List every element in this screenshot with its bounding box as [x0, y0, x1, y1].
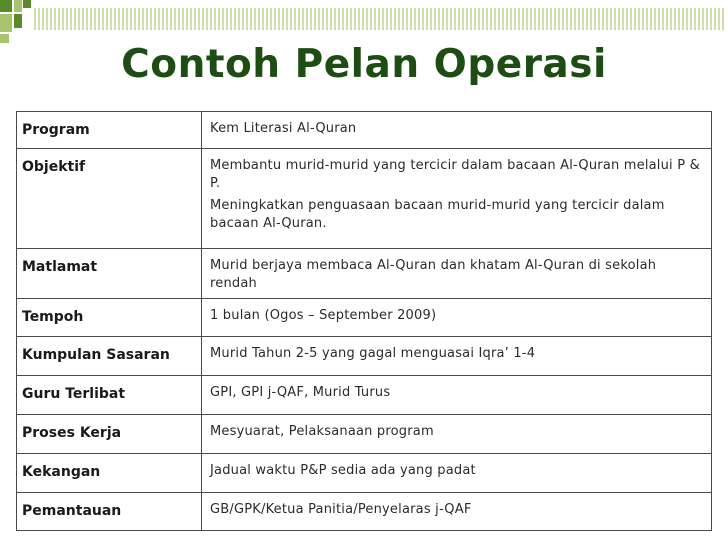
decor-square: [0, 0, 12, 12]
plan-table: [16, 111, 712, 531]
row-label: Guru Terlibat: [17, 376, 202, 415]
row-value: Murid berjaya membaca Al-Quran dan khatam Al-Quran di sekolah rendah: [202, 249, 712, 299]
table-row: [17, 249, 712, 299]
row-value: Kem Literasi Al-Quran: [202, 112, 712, 149]
row-value: GPI, GPI j-QAF, Murid Turus: [202, 376, 712, 415]
header-stripe: [34, 8, 726, 30]
decor-square: [14, 14, 22, 28]
row-label: Tempoh: [17, 299, 202, 337]
row-value: GB/GPK/Ketua Panitia/Penyelaras j-QAF: [202, 493, 712, 531]
table-row: [17, 112, 712, 149]
row-label: Matlamat: [17, 249, 202, 299]
table-row: [17, 337, 712, 376]
row-label: Program: [17, 112, 202, 149]
row-value: Mesyuarat, Pelaksanaan program: [202, 415, 712, 454]
row-value: Jadual waktu P&P sedia ada yang padat: [202, 454, 712, 493]
row-value: 1 bulan (Ogos – September 2009): [202, 299, 712, 337]
row-value: Murid Tahun 2-5 yang gagal menguasai Iqra’ 1-4: [202, 337, 712, 376]
row-label: Proses Kerja: [17, 415, 202, 454]
table-row: [17, 493, 712, 531]
decor-square: [23, 0, 31, 8]
decor-square: [14, 0, 22, 12]
row-label: Kumpulan Sasaran: [17, 337, 202, 376]
row-label: Pemantauan: [17, 493, 202, 531]
decor-square: [0, 14, 12, 32]
table-row: [17, 376, 712, 415]
table-row: [17, 415, 712, 454]
table-row: [17, 149, 712, 249]
row-value: Membantu murid-murid yang tercicir dalam bacaan Al-Quran melalui P & P. Meningkatkan penguasaan bacaan murid-murid yang tercicir dalam bacaan Al-Quran.: [202, 149, 712, 249]
page-title: Contoh Pelan Operasi: [121, 42, 607, 87]
row-label: Objektif: [17, 149, 202, 249]
row-label: Kekangan: [17, 454, 202, 493]
table-row: [17, 299, 712, 337]
table-row: [17, 454, 712, 493]
